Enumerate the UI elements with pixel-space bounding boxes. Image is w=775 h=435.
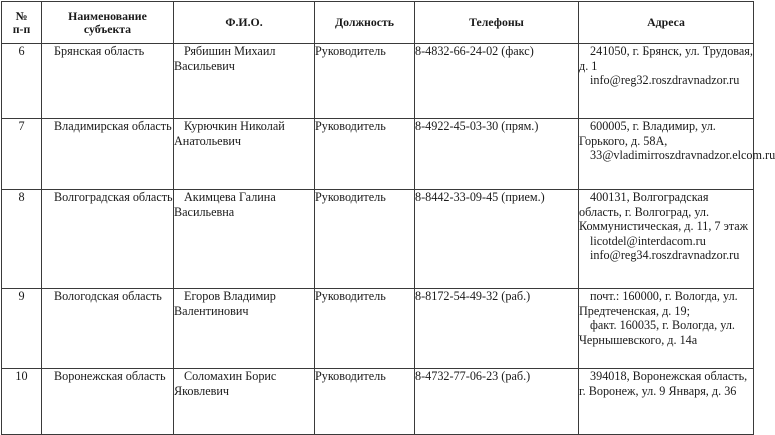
table-row <box>2 44 754 119</box>
person-name: Акимцева Галина Васильевна <box>174 190 315 289</box>
row-number: 10 <box>2 369 42 435</box>
row-number: 6 <box>2 44 42 119</box>
header-phones: Телефоны <box>415 2 579 44</box>
row-number: 7 <box>2 119 42 190</box>
table-row <box>2 369 754 435</box>
header-number <box>2 2 42 44</box>
phone: 8-8442-33-09-45 (прием.) <box>415 190 579 289</box>
postal-address: 394018, Воронежская область, г. Воронеж, ул. 9 Января, д. 36 <box>579 369 748 398</box>
header-address: Адреса <box>579 2 754 44</box>
table-row <box>2 190 754 289</box>
regional-directory-table <box>1 1 775 435</box>
subject-name: Вологодская область <box>42 289 174 369</box>
header-subject-line1: Наименование <box>68 8 147 23</box>
row-number: 8 <box>2 190 42 289</box>
postal-address: 600005, г. Владимир, ул. Горького, д. 58А, <box>579 119 716 148</box>
table-row <box>2 119 754 190</box>
email-address: licotdel@interdacom.ru <box>590 233 706 248</box>
email-address: info@reg32.roszdravnadzor.ru <box>590 73 740 88</box>
postal-address: почт.: 160000, г. Вологда, ул. Предтеченская, д. 19; <box>579 289 738 318</box>
address-cell <box>579 369 754 435</box>
actual-address: факт. 160035, г. Вологда, ул. Чернышевского, д. 14а <box>579 318 735 347</box>
position: Руководитель <box>315 44 415 119</box>
header-subject-line2: субъекта <box>83 21 132 36</box>
table-row <box>2 289 754 369</box>
address-cell <box>579 119 775 190</box>
postal-address: 400131, Волгоградская область, г. Волгоград, ул. Коммунистическая, д. 11, 7 этаж <box>579 190 749 234</box>
header-number-line1: № <box>15 8 28 23</box>
person-name: Рябишин Михаил Васильевич <box>174 44 315 119</box>
subject-name: Владимирская область <box>42 119 174 190</box>
header-fio: Ф.И.О. <box>174 2 315 44</box>
position: Руководитель <box>315 190 415 289</box>
postal-address: 241050, г. Брянск, ул. Трудовая, д. 1 <box>579 44 753 73</box>
phone: 8-4732-77-06-23 (раб.) <box>415 369 579 435</box>
row-number: 9 <box>2 289 42 369</box>
email-address-secondary: info@reg34.roszdravnadzor.ru <box>590 248 740 263</box>
address-cell <box>579 190 754 289</box>
phone: 8-8172-54-49-32 (раб.) <box>415 289 579 369</box>
email-address: 33@vladimirroszdravnadzor.elcom.ru <box>590 148 775 163</box>
position: Руководитель <box>315 289 415 369</box>
position: Руководитель <box>315 369 415 435</box>
header-subject-name <box>42 2 174 44</box>
phone: 8-4832-66-24-02 (факс) <box>415 44 579 119</box>
subject-name: Волгоградская область <box>42 190 174 289</box>
person-name: Соломахин Борис Яковлевич <box>174 369 315 435</box>
subject-name: Воронежская область <box>42 369 174 435</box>
address-cell <box>579 289 754 369</box>
phone: 8-4922-45-03-30 (прям.) <box>415 119 579 190</box>
header-position: Должность <box>315 2 415 44</box>
person-name: Егоров Владимир Валентинович <box>174 289 315 369</box>
person-name: Курючкин Николай Анатольевич <box>174 119 315 190</box>
address-cell <box>579 44 754 119</box>
position: Руководитель <box>315 119 415 190</box>
table-header-row <box>2 2 754 44</box>
subject-name: Брянская область <box>42 44 174 119</box>
header-number-line2: п-п <box>12 21 31 36</box>
